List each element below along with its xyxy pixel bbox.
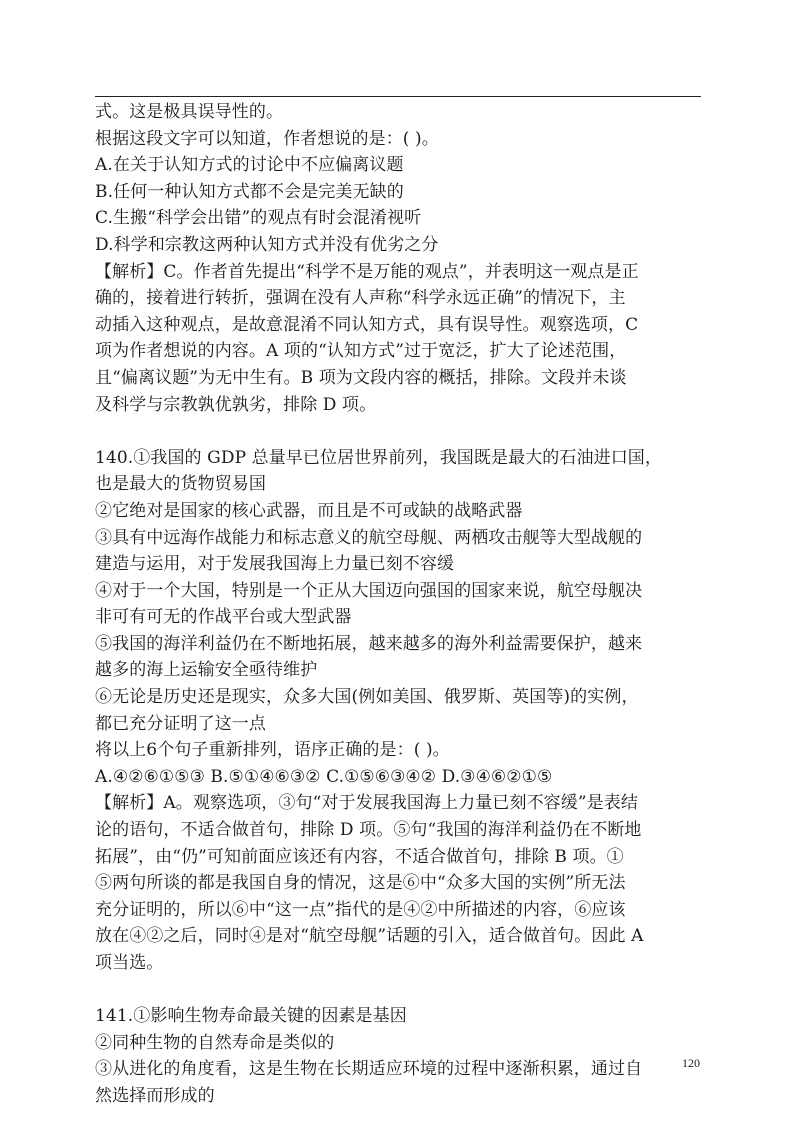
- analysis-line: 项当选。: [95, 953, 164, 973]
- option-c: C.生搬“科学会出错”的观点有时会混淆视听: [95, 208, 422, 229]
- sentence-6: ⑥无论是历史还是现实，众多大国(例如美国、俄罗斯、英国等)的实例，: [95, 687, 639, 708]
- analysis-line: 且“偏离议题”为无中生有。B 项为文段内容的概括，排除。文段并未谈: [95, 367, 627, 388]
- header-rule: [95, 96, 701, 97]
- analysis-line: 及科学与宗教孰优孰劣，排除 D 项。: [95, 394, 377, 415]
- sentence-4: ④对于一个大国，特别是一个正从大国迈向强国的国家来说，航空母舰决: [95, 580, 643, 601]
- sentence-2: ②同种生物的自然寿命是类似的: [95, 1032, 335, 1053]
- sentence-1-cont: 也是最大的货物贸易国: [95, 474, 266, 495]
- sentence-5-cont: 越多的海上运输安全亟待维护: [95, 660, 318, 681]
- sentence-3: ③从进化的角度看，这是生物在长期适应环境的过程中逐渐积累，通过自: [95, 1059, 643, 1080]
- analysis-line: 【解析】A。观察选项，③句“对于发展我国海上力量已刻不容缓”是表结: [95, 793, 638, 814]
- analysis-line: 充分证明的，所以⑥中“这一点”指代的是④②中所描述的内容，⑥应该: [95, 899, 626, 920]
- question-stem: 将以上6个句子重新排列，语序正确的是：( )。: [95, 740, 450, 761]
- analysis-line: 拓展”，由“仍”可知前面应该还有内容，不适合做首句，排除 B 项。①: [95, 846, 624, 867]
- sentence-4-cont: 非可有可无的作战平台或大型武器: [95, 607, 352, 628]
- question-140: [95, 445, 705, 977]
- analysis-line: 确的，接着进行转折，强调在没有人声称“科学永远正确”的情况下，主: [95, 288, 626, 309]
- sentence-2: ②它绝对是国家的核心武器，而且是不可或缺的战略武器: [95, 500, 523, 521]
- option-d: D.科学和宗教这两种认知方式并没有优劣之分: [95, 234, 439, 255]
- sentence-5: ⑤我国的海洋利益仍在不断地拓展，越来越多的海外利益需要保护，越来: [95, 633, 643, 654]
- sentence-3-cont: 然选择而形成的: [95, 1085, 215, 1106]
- text-line: 式。这是极具误导性的。: [95, 102, 284, 122]
- analysis-line: ⑤两句所谈的都是我国自身的情况，这是⑥中“众多大国的实例”所无法: [95, 873, 626, 894]
- analysis-line: 动插入这种观点，是故意混淆不同认知方式，具有误导性。观察选项，C: [95, 314, 639, 335]
- sentence-3-cont: 建造与运用，对于发展我国海上力量已刻不容缓: [95, 554, 455, 575]
- sentence-1: 141.①影响生物寿命最关键的因素是基因: [95, 1006, 407, 1027]
- option-a: A.在关于认知方式的讨论中不应偏离议题: [95, 155, 404, 176]
- page-number: 120: [682, 1056, 700, 1070]
- spacer: [95, 977, 705, 1004]
- analysis-line: 【解析】C。作者首先提出“科学不是万能的观点”，并表明这一观点是正: [95, 261, 639, 282]
- sentence-1: 140.①我国的 GDP 总量早已位居世界前列，我国既是最大的石油进口国，: [95, 447, 663, 468]
- spacer: [95, 418, 705, 445]
- sentence-3: ③具有中远海作战能力和标志意义的航空母舰、两栖攻击舰等大型战舰的: [95, 527, 643, 548]
- question-stem: 根据这段文字可以知道，作者想说的是：( )。: [95, 128, 439, 149]
- options-line: A.④②⑥①⑤③ B.⑤①④⑥③② C.①⑤⑥③④② D.③④⑥②①⑤: [95, 766, 553, 787]
- analysis-line: 项为作者想说的内容。A 项的“认知方式”过于宽泛，扩大了论述范围，: [95, 341, 627, 362]
- analysis-line: 论的语句，不适合做首句，排除 D 项。⑤句“我国的海洋利益仍在不断地: [95, 820, 642, 841]
- page-content: [95, 99, 705, 1110]
- option-b: B.任何一种认知方式都不会是完美无缺的: [95, 181, 404, 202]
- question-139-continuation: [95, 99, 705, 418]
- question-141: [95, 1003, 705, 1109]
- analysis-line: 放在④②之后，同时④是对“航空母舰”话题的引入，适合做首句。因此 A: [95, 926, 644, 947]
- sentence-6-cont: 都已充分证明了这一点: [95, 713, 266, 734]
